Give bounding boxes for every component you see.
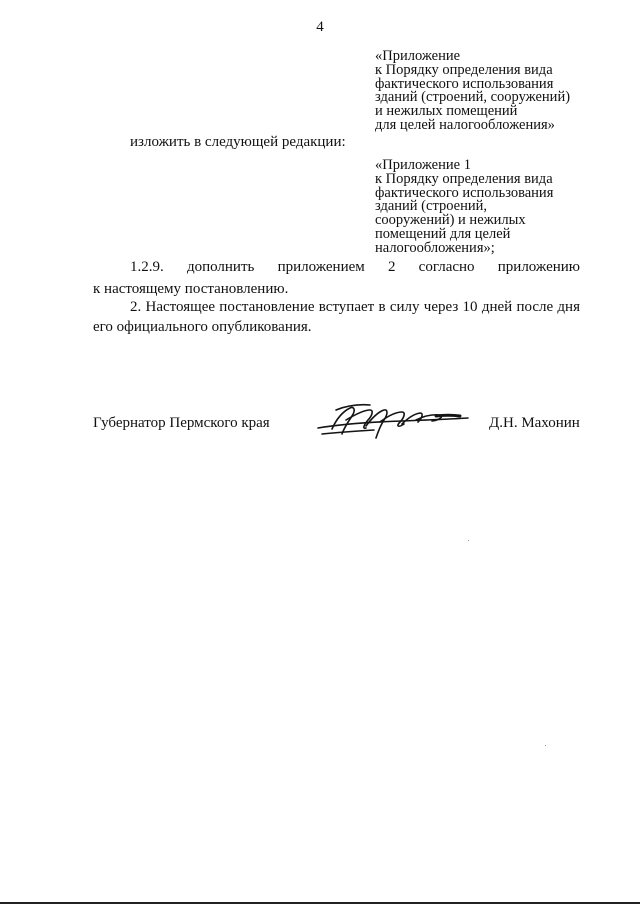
handwritten-signature (312, 398, 472, 442)
new-appendix-line: сооружений) и нежилых (375, 212, 526, 229)
replace-instruction: изложить в следующей редакции: (130, 134, 346, 150)
item-1-2-9-line-2: к настоящему постановлению. (93, 281, 289, 297)
word: дополнить (186, 259, 255, 275)
item-2-line-2: его официального опубликования. (93, 319, 312, 335)
new-appendix-line: помещений для целей (375, 225, 511, 242)
new-appendix-heading (375, 159, 553, 256)
word: 2 (387, 259, 396, 275)
old-appendix-line: и нежилых помещений (375, 103, 518, 120)
new-appendix-line: к Порядку определения вида (375, 170, 553, 187)
old-appendix-line: для целей налогообложения» (375, 116, 555, 133)
word: приложением (277, 259, 365, 275)
old-appendix-line: зданий (строений, сооружений) (375, 89, 571, 106)
item-2-line-1: 2. Настоящее постановление вступает в силу через 10 дней после дня (130, 299, 580, 315)
signer-title: Губернатор Пермского края (93, 415, 270, 431)
word: приложению (497, 259, 581, 275)
word: согласно (418, 259, 475, 275)
word: 1.2.9. (130, 259, 164, 275)
old-appendix-line: к Порядку определения вида (375, 61, 553, 78)
signer-name: Д.Н. Махонин (489, 415, 580, 431)
new-appendix-line: зданий (строений, (375, 198, 487, 215)
old-appendix-heading (375, 50, 570, 133)
old-appendix-line: фактического использования (375, 75, 554, 92)
item-1-2-9-line-1 (130, 258, 580, 276)
page-number: 4 (316, 19, 324, 35)
scan-speck (545, 745, 546, 746)
new-appendix-line: фактического использования (375, 184, 554, 201)
new-appendix-line: «Приложение 1 (375, 157, 471, 173)
scan-speck (468, 540, 469, 541)
page-bottom-edge (0, 902, 640, 904)
new-appendix-line: налогообложения»; (375, 239, 495, 256)
old-appendix-line: «Приложение (375, 48, 461, 64)
